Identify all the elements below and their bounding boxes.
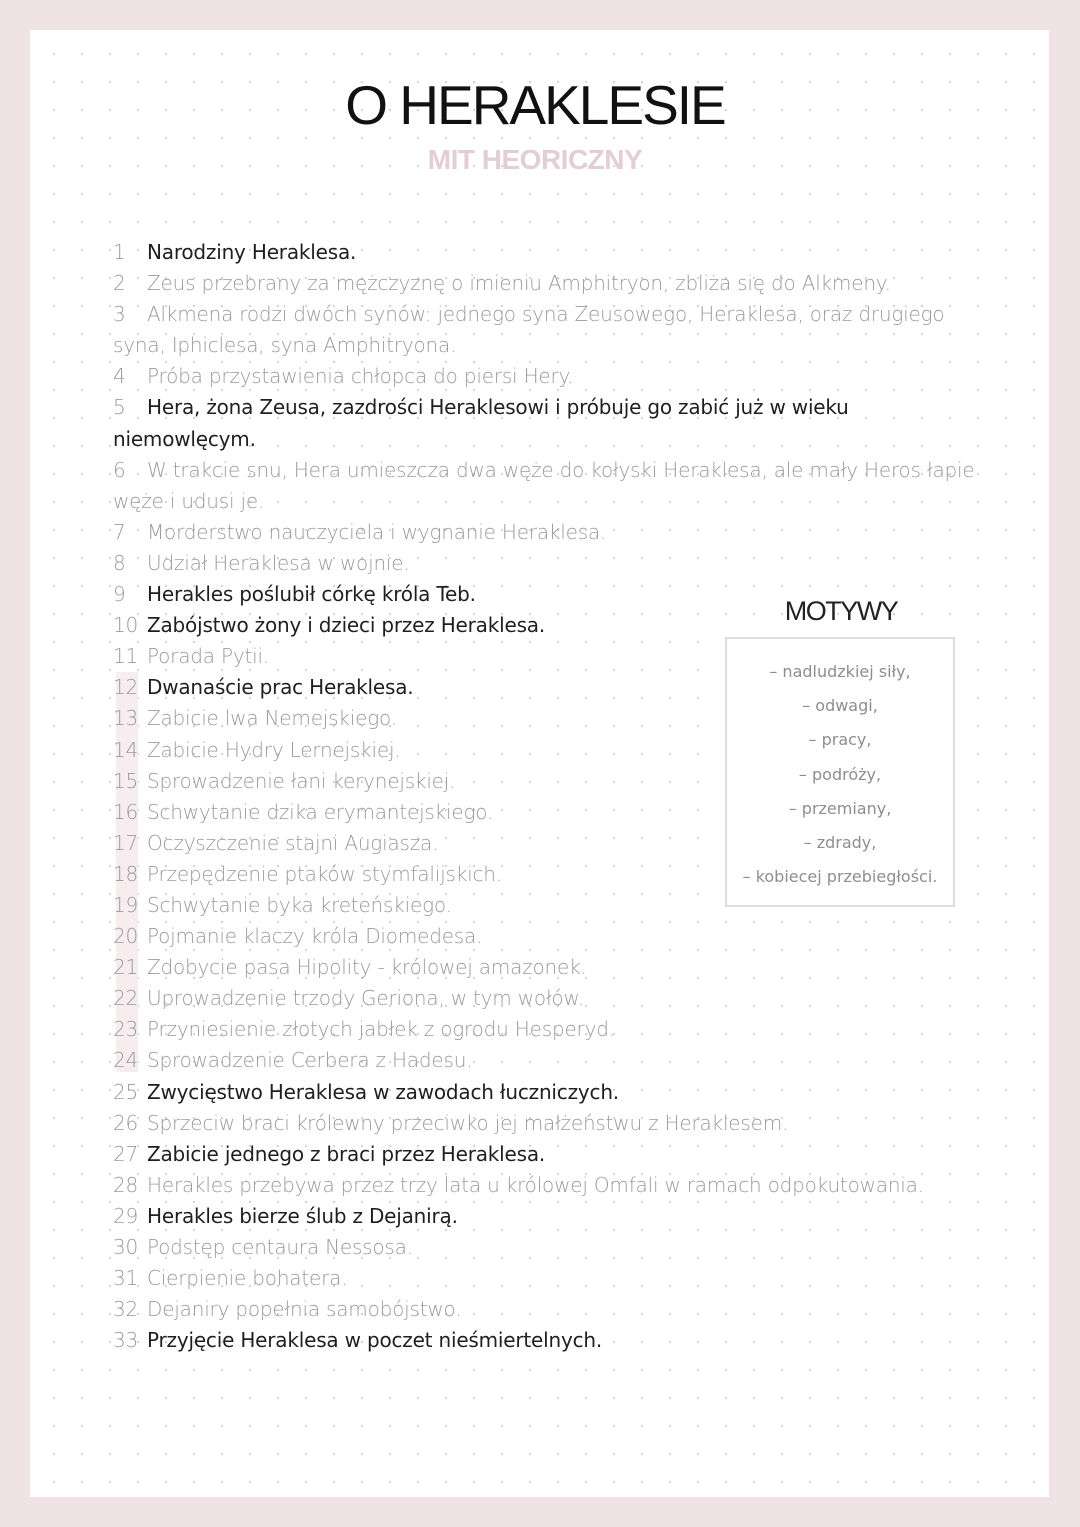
event-item (113, 1108, 983, 1139)
event-number: 17 (113, 830, 139, 855)
event-text: Uprowadzenie trzody Geriona, w tym wołów. (147, 986, 584, 1011)
event-number: 10 (113, 613, 139, 638)
event-item (113, 921, 983, 952)
event-item (113, 1077, 983, 1108)
event-text: Sprowadzenie łani kerynejskiej. (147, 768, 456, 793)
page-subtitle: MIT HEORICZNY (427, 144, 643, 175)
motyw-item: – przemiany, (788, 798, 892, 818)
event-text: Pojmanie klaczy króla Diomedesa. (147, 924, 483, 949)
event-text: Zdobycie pasa Hipolity - królowej amazonek. (147, 955, 587, 980)
motyw-item: – kobiecej przebiegłości. (742, 867, 938, 887)
event-text: Zabicie jednego z braci przez Heraklesa. (147, 1141, 546, 1166)
event-item (113, 237, 983, 268)
event-text: Narodziny Heraklesa. (147, 240, 357, 264)
event-text: W trakcie snu, Hera umieszcza dwa węże do kołyski Heraklesa, ale mały Heros łapie węże i udusi je. (113, 457, 975, 513)
event-number: 30 (113, 1235, 139, 1259)
event-text: Herakles bierze ślub z Dejanirą. (147, 1203, 458, 1228)
event-text: Zabicie Hydry Lernejskiej. (147, 737, 401, 762)
event-text: Przyniesienie złotych jabłek z ogrodu Hesperyd. (147, 1017, 615, 1042)
event-number: 23 (113, 1017, 139, 1042)
event-item (113, 268, 983, 299)
event-item (113, 392, 983, 454)
event-item (113, 1014, 983, 1045)
event-text: Zabicie lwa Nemejskiego. (147, 706, 397, 731)
motywy-title: MOTYWY (784, 596, 898, 626)
event-number: 5 (113, 395, 126, 420)
event-item (113, 1263, 983, 1294)
event-text: Sprzeciw braci królewny przeciwko jej małżeństwu z Heraklesem. (147, 1110, 789, 1135)
event-text: Udział Heraklesa w wojnie. (147, 550, 410, 575)
event-number: 32 (113, 1297, 139, 1322)
event-number: 27 (113, 1141, 139, 1166)
event-text: Cierpienie bohatera. (147, 1266, 348, 1291)
page-title: O HERAKLESIE (345, 74, 725, 136)
motyw-item: – odwagi, (802, 696, 878, 716)
event-text: Próba przystawienia chłopca do piersi Hery. (147, 364, 574, 389)
event-number: 15 (113, 768, 139, 793)
event-text: Herakles poślubił córkę króla Teb. (147, 582, 476, 607)
event-item (113, 1139, 983, 1170)
event-number: 2 (113, 271, 126, 296)
motyw-item: – nadludzkiej siły, (769, 662, 911, 681)
event-text: Przyjęcie Heraklesa w poczet nieśmiertelnych. (147, 1328, 603, 1353)
motyw-item: – podróży, (798, 764, 882, 784)
motyw-item: – zdrady, (803, 833, 877, 853)
event-number: 11 (113, 644, 139, 669)
motyw-item: – pracy, (808, 730, 872, 750)
event-number: 24 (113, 1048, 139, 1073)
event-text: Porada Pytii. (147, 644, 269, 669)
event-text: Alkmena rodzi dwóch synów: jednego syna Zeusowego, Heraklesa, oraz drugiego syna, Iphiclesa, syna Amphitryona. (113, 302, 945, 358)
event-item (113, 455, 983, 517)
event-item (113, 517, 983, 548)
event-item (113, 299, 983, 361)
event-text: Oczyszczenie stajni Augiasza. (147, 830, 439, 855)
event-number: 14 (113, 737, 139, 762)
event-text: Hera, żona Zeusa, zazdrości Heraklesowi i próbuje go zabić już w wieku niemowlęcym. (113, 395, 849, 451)
event-number: 16 (113, 799, 139, 824)
event-text: Herakles przebywa przez trzy lata u królowej Omfali w ramach odpokutowania. (147, 1172, 924, 1197)
event-number: 19 (113, 892, 139, 917)
event-item (113, 548, 983, 579)
event-text: Zwycięstwo Heraklesa w zawodach łuczniczych. (147, 1079, 619, 1104)
event-text: Dwanaście prac Heraklesa. (147, 675, 414, 700)
event-number: 18 (113, 861, 139, 886)
event-number: 29 (113, 1203, 139, 1228)
motywy-box (725, 637, 955, 907)
event-number: 22 (113, 986, 139, 1011)
event-item (113, 1325, 983, 1356)
event-number: 8 (113, 550, 126, 575)
event-number: 25 (113, 1079, 139, 1104)
event-item (113, 361, 983, 392)
event-item (113, 1170, 983, 1201)
event-number: 3 (113, 302, 126, 327)
event-number: 4 (113, 364, 126, 389)
event-text: Dejaniry popełnia samobójstwo. (147, 1297, 462, 1322)
event-item (113, 983, 983, 1014)
event-item (113, 1232, 983, 1263)
event-number: 20 (113, 924, 139, 949)
event-number: 26 (113, 1110, 139, 1135)
event-text: Sprowadzenie Cerbera z Hadesu. (147, 1048, 473, 1073)
event-number: 21 (113, 955, 139, 980)
event-number: 9 (113, 582, 126, 607)
event-text: Podstęp centaura Nessosa. (147, 1235, 413, 1259)
event-text: Przepędzenie ptaków stymfalijskich. (147, 861, 502, 886)
event-text: Zabójstwo żony i dzieci przez Heraklesa. (147, 613, 546, 638)
event-item (113, 1294, 983, 1325)
event-number: 13 (113, 706, 139, 731)
event-text: Morderstwo nauczyciela i wygnanie Heraklesa. (147, 519, 607, 544)
event-number: 12 (113, 675, 139, 700)
event-item (113, 952, 983, 983)
event-item (113, 1201, 983, 1232)
event-number: 33 (113, 1328, 139, 1353)
event-text: Schwytanie dzika erymantejskiego. (147, 799, 494, 824)
event-text: Zeus przebrany za mężczyznę o imieniu Amphitryon, zbliża się do Alkmeny. (147, 271, 891, 296)
event-number: 1 (113, 240, 126, 264)
event-number: 28 (113, 1172, 139, 1197)
event-number: 7 (113, 519, 126, 544)
event-number: 6 (113, 457, 126, 482)
motywy-list (727, 639, 953, 894)
event-item (113, 1045, 983, 1076)
event-number: 31 (113, 1266, 139, 1291)
event-text: Schwytanie byka kreteńskiego. (147, 892, 452, 917)
